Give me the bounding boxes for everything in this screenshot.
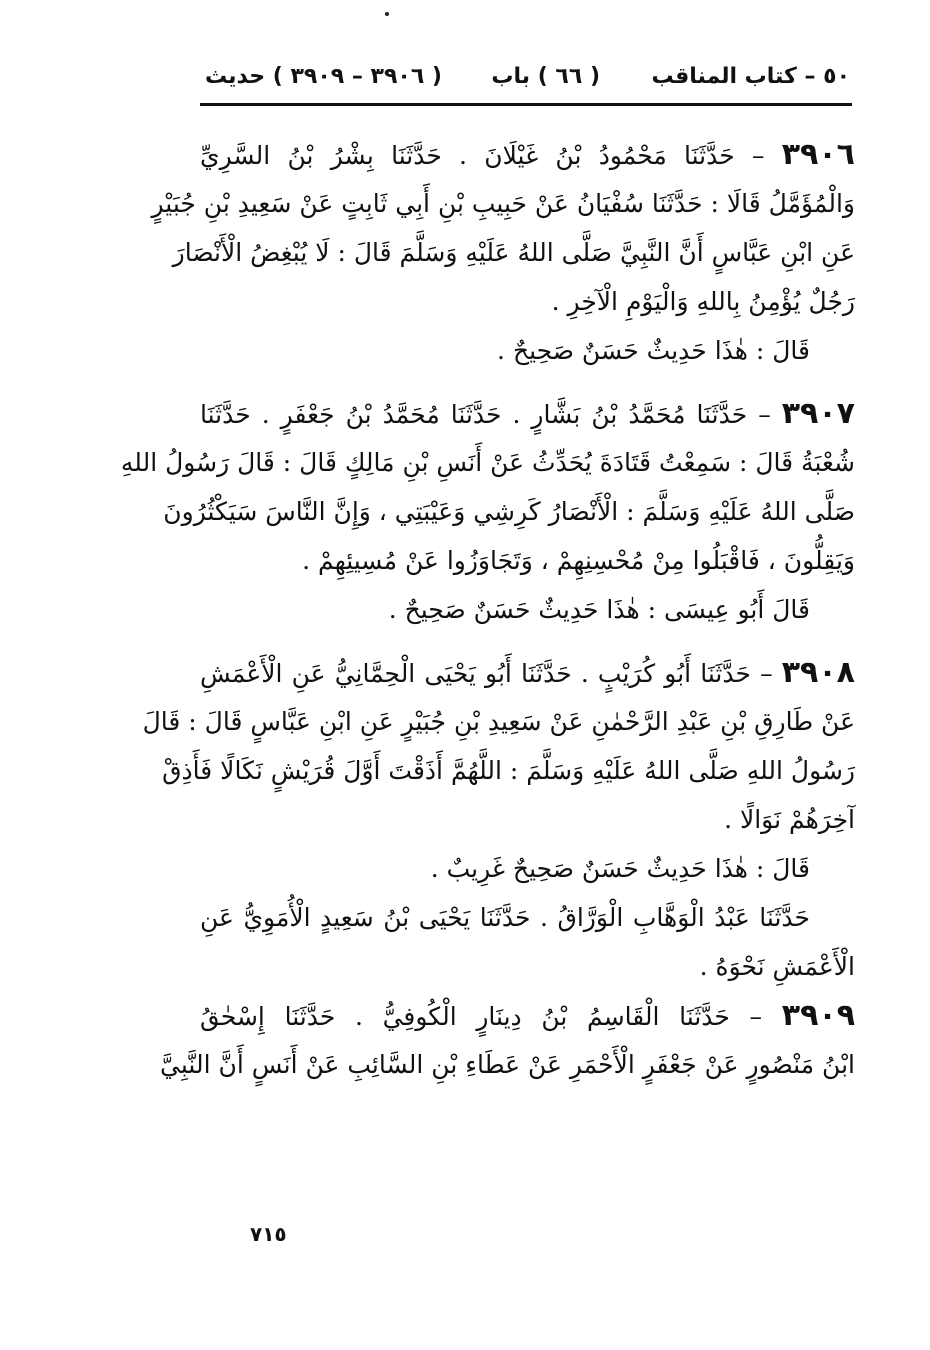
hadith-3908-line-1: ٣٩٠٨ – حَدَّثَنَا أَبُو كُرَيْبٍ . حَدَّثَنَا أَبُو يَحْيَى الْحِمَّانِيُّ عَنِ الْأَعْمَشِ: [200, 655, 855, 690]
header-chapter: ٥٠ – كتاب المناقب: [651, 64, 850, 89]
hadith-3908-grade: قَالَ : هٰذَا حَدِيثٌ حَسَنٌ صَحِيحٌ غَرِيبٌ .: [430, 854, 810, 883]
hadith-number: ٣٩٠٦: [781, 137, 855, 172]
hadith-3908-line-4: آخِرَهُمْ نَوَالًا .: [724, 805, 855, 834]
header-hadith-range: ( ٣٩٠٦ – ٣٩٠٩ ) حديث: [205, 64, 442, 89]
hadith-3907-line-3: صَلَّى اللهُ عَلَيْهِ وَسَلَّمَ : الْأَنْصَارُ كَرِشِي وَعَيْبَتِي ، وَإِنَّ النَّاسَ سَيَكْثُرُونَ: [163, 497, 855, 526]
hadith-3906-line-2: وَالْمُؤَمَّلُ قَالَا : حَدَّثَنَا سُفْيَانُ عَنْ حَبِيبِ بْنِ أَبِي ثَابِتٍ عَنْ سَعِيدِ بْنِ جُبَيْرٍ: [151, 189, 855, 218]
hadith-3906-grade: قَالَ : هٰذَا حَدِيثٌ حَسَنٌ صَحِيحٌ .: [497, 336, 810, 365]
hadith-3907-line-2: شُعْبَةُ قَالَ : سَمِعْتُ قَتَادَةَ يُحَدِّثُ عَنْ أَنَسِ بْنِ مَالِكٍ قَالَ : قَالَ رَسُولُ اللهِ: [120, 448, 855, 477]
hadith-3906-line-1: ٣٩٠٦ – حَدَّثَنَا مَحْمُودُ بْنُ غَيْلَانَ . حَدَّثَنَا بِشْرُ بْنُ السَّرِيِّ: [200, 137, 855, 172]
hadith-3908-line-2: عَنْ طَارِقِ بْنِ عَبْدِ الرَّحْمٰنِ عَنْ سَعِيدِ بْنِ جُبَيْرٍ عَنِ ابْنِ عَبَّاسٍ قَالَ : قَالَ: [142, 707, 855, 736]
hadith-3908-chain-line-2: الْأَعْمَشِ نَحْوَهُ .: [699, 952, 855, 981]
hadith-3909-line-2: ابْنُ مَنْصُورٍ عَنْ جَعْفَرٍ الْأَحْمَرِ عَنْ عَطَاءِ بْنِ السَّائِبِ عَنْ أَنَسٍ أَنَّ النَّبِيَّ: [160, 1050, 855, 1079]
hadith-3907-line-1: ٣٩٠٧ – حَدَّثَنَا مُحَمَّدُ بْنُ بَشَّارٍ . حَدَّثَنَا مُحَمَّدُ بْنُ جَعْفَرٍ . حَدَّثَنَا: [200, 396, 855, 431]
hadith-3908-line-3: رَسُولُ اللهِ صَلَّى اللهُ عَلَيْهِ وَسَلَّمَ : اللَّهُمَّ أَذَقْتَ أَوَّلَ قُرَيْشٍ نَكَالًا فَأَذِقْ: [162, 756, 855, 785]
hadith-number: ٣٩٠٧: [781, 396, 855, 431]
hadith-3906-line-3: عَنِ ابْنِ عَبَّاسٍ أَنَّ النَّبِيَّ صَلَّى اللهُ عَلَيْهِ وَسَلَّمَ قَالَ : لَا يُبْغِضُ الْأَنْصَارَ: [172, 238, 855, 267]
hadith-3907-grade: قَالَ أَبُو عِيسَى : هٰذَا حَدِيثٌ حَسَنٌ صَحِيحٌ .: [388, 595, 810, 624]
hadith-3909-line-1: ٣٩٠٩ – حَدَّثَنَا الْقَاسِمُ بْنُ دِينَارٍ الْكُوفِيُّ . حَدَّثَنَا إِسْحٰقُ: [200, 998, 856, 1033]
main-text: [120, 130, 856, 1089]
print-speck: [385, 12, 389, 16]
page-number: ٧١٥: [250, 1222, 287, 1246]
hadith-3908-chain-line-1: حَدَّثَنَا عَبْدُ الْوَهَّابِ الْوَرَّاقُ . حَدَّثَنَا يَحْيَى بْنُ سَعِيدٍ الْأُمَوِيُّ عَنِ: [200, 903, 810, 932]
running-header: [205, 58, 850, 98]
hadith-3907-line-4: وَيَقِلُّونَ ، فَاقْبَلُوا مِنْ مُحْسِنِهِمْ ، وَتَجَاوَزُوا عَنْ مُسِيئِهِمْ .: [302, 546, 855, 575]
header-rule: [200, 103, 852, 106]
hadith-number: ٣٩٠٨: [781, 655, 855, 690]
header-bab: ( ٦٦ ) باب: [491, 64, 600, 89]
hadith-3906-line-4: رَجُلٌ يُؤْمِنُ بِاللهِ وَالْيَوْمِ الْآخِرِ .: [551, 287, 855, 316]
hadith-number: ٣٩٠٩: [781, 998, 856, 1033]
